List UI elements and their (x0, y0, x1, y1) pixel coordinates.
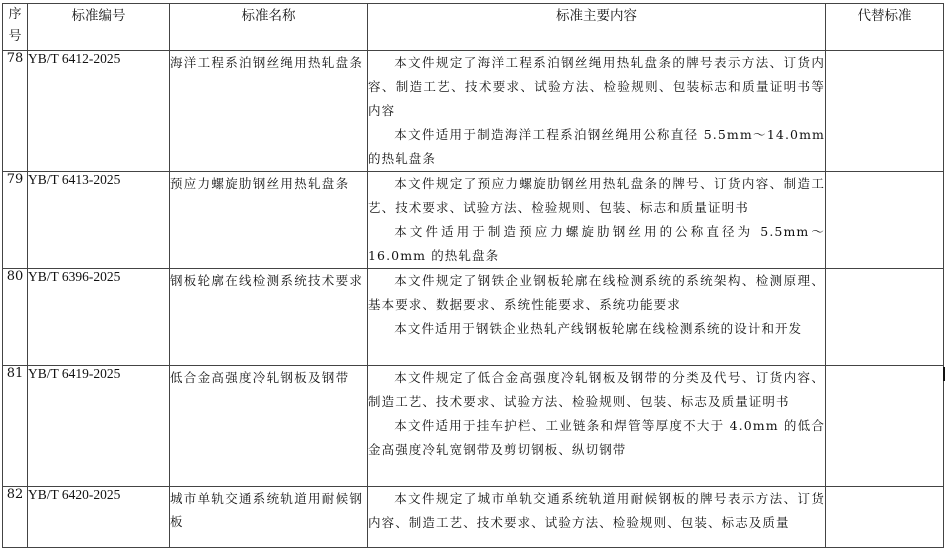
replaced-standard (826, 487, 944, 548)
header-name: 标准名称 (170, 4, 368, 51)
standard-name: 城市单轨交通系统轨道用耐候钢板 (170, 487, 368, 548)
content-applicability: 本文件适用于制造海洋工程系泊钢丝绳用公称直径 5.5mm～14.0mm 的热轧盘条 (368, 127, 825, 166)
header-replace: 代替标准 (826, 4, 944, 51)
standard-content (368, 172, 826, 269)
standard-code: YB/T 6412-2025 (28, 51, 170, 172)
table-row (3, 172, 944, 269)
header-seq (3, 4, 28, 51)
header-seq-bottom: 号 (8, 29, 22, 44)
row-number: 78 (3, 51, 28, 172)
replaced-standard (826, 366, 944, 487)
content-scope: 本文件规定了城市单轨交通系统轨道用耐候钢板的牌号表示方法、订货内容、制造工艺、技术要求、试验方法、检验规则、包装、标志及质量 (368, 491, 825, 530)
content-scope: 本文件规定了海洋工程系泊钢丝绳用热轧盘条的牌号表示方法、订货内容、制造工艺、技术要求、试验方法、检验规则、包装标志和质量证明书等内容 (368, 55, 825, 118)
table-row (3, 269, 944, 366)
row-number: 82 (3, 487, 28, 548)
text-cursor (943, 367, 945, 381)
header-code: 标准编号 (28, 4, 170, 51)
standard-code: YB/T 6413-2025 (28, 172, 170, 269)
content-scope: 本文件规定了低合金高强度冷轧钢板及钢带的分类及代号、订货内容、制造工艺、技术要求、试验方法、检验规则、包装、标志及质量证明书 (368, 370, 825, 409)
standard-code: YB/T 6396-2025 (28, 269, 170, 366)
content-applicability: 本文件适用于挂车护栏、工业链条和焊管等厚度不大于 4.0mm 的低合金高强度冷轧宽钢带及剪切钢板、纵切钢带 (368, 418, 825, 457)
table-row (3, 51, 944, 172)
header-seq-top: 序 (8, 7, 22, 22)
content-applicability: 本文件适用于制造预应力螺旋肋钢丝用的公称直径为 5.5mm～16.0mm 的热轧盘条 (368, 224, 825, 263)
standard-content (368, 487, 826, 548)
standards-table (2, 3, 944, 548)
standard-code: YB/T 6420-2025 (28, 487, 170, 548)
replaced-standard (826, 51, 944, 172)
row-number: 80 (3, 269, 28, 366)
table-header-row (3, 4, 944, 51)
content-applicability: 本文件适用于钢铁企业热轧产线钢板轮廓在线检测系统的设计和开发 (394, 321, 803, 336)
standard-name: 钢板轮廓在线检测系统技术要求 (170, 269, 368, 366)
replaced-standard (826, 269, 944, 366)
table-row (3, 366, 944, 487)
standard-code: YB/T 6419-2025 (28, 366, 170, 487)
standard-content (368, 51, 826, 172)
standard-content (368, 366, 826, 487)
standard-name: 海洋工程系泊钢丝绳用热轧盘条 (170, 51, 368, 172)
table-row (3, 487, 944, 548)
content-scope: 本文件规定了钢铁企业钢板轮廓在线检测系统的系统架构、检测原理、基本要求、数据要求、系统性能要求、系统功能要求 (368, 273, 825, 312)
standard-name: 预应力螺旋肋钢丝用热轧盘条 (170, 172, 368, 269)
standard-content (368, 269, 826, 366)
content-scope: 本文件规定了预应力螺旋肋钢丝用热轧盘条的牌号、订货内容、制造工艺、技术要求、试验方法、检验规则、包装、标志和质量证明书 (368, 176, 825, 215)
standard-name: 低合金高强度冷轧钢板及钢带 (170, 366, 368, 487)
header-content: 标准主要内容 (368, 4, 826, 51)
row-number: 81 (3, 366, 28, 487)
row-number: 79 (3, 172, 28, 269)
replaced-standard (826, 172, 944, 269)
